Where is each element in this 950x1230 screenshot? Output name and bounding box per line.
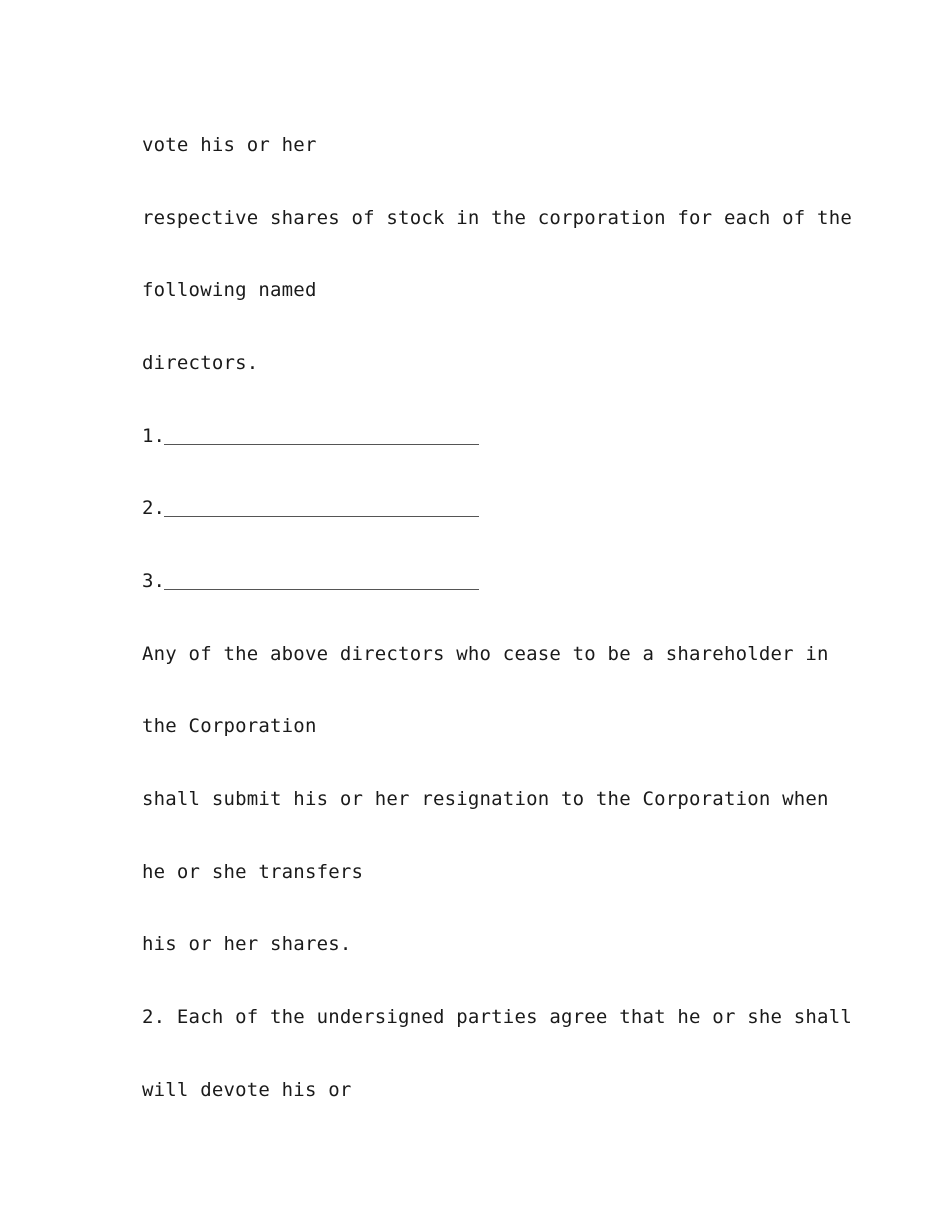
text-line: vote his or her xyxy=(142,134,317,156)
director-blank-1 xyxy=(142,424,165,448)
fill-in-line xyxy=(164,516,479,517)
director-blank-3 xyxy=(142,569,165,593)
text-line: shall submit his or her resignation to the Corporation when xyxy=(142,788,829,810)
fill-in-line xyxy=(164,589,479,590)
blank-number: 1. xyxy=(142,425,165,447)
text-line: the Corporation xyxy=(142,715,317,737)
text-line: his or her shares. xyxy=(142,933,352,955)
text-line: he or she transfers xyxy=(142,861,364,883)
text-line: will devote his or xyxy=(142,1079,352,1101)
text-line: 2. Each of the undersigned parties agree that he or she shall xyxy=(142,1006,852,1028)
text-line: following named xyxy=(142,279,317,301)
blank-number: 3. xyxy=(142,570,165,592)
blank-number: 2. xyxy=(142,497,165,519)
fill-in-line xyxy=(164,444,479,445)
text-line: Any of the above directors who cease to be a shareholder in xyxy=(142,643,829,665)
director-blank-2 xyxy=(142,496,165,520)
text-line: respective shares of stock in the corporation for each of the xyxy=(142,207,852,229)
text-line: directors. xyxy=(142,352,259,374)
